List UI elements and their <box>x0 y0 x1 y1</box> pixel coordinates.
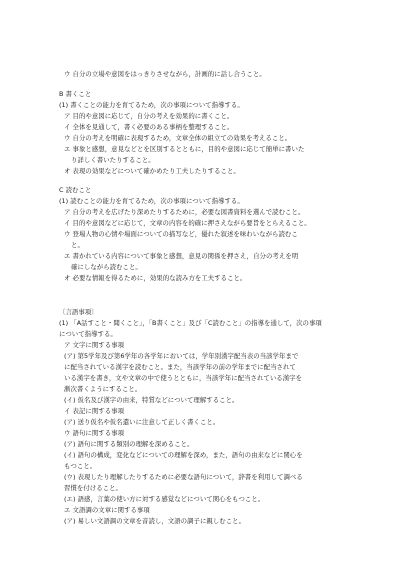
text-line: イ 表記に関する事項 <box>64 407 125 415</box>
text-line: オ 必要な情報を得るために，効果的な読み方を工夫すること。 <box>64 274 247 282</box>
text-line: (エ) 語感，言葉の使い方に対する感覚などについて関心をもつこと。 <box>64 495 265 503</box>
text-line: ア 文字に関する事項 <box>64 341 125 349</box>
text-line: いる漢字を書き，文や文章の中で使うとともに，当該学年に配当されている漢字を <box>64 374 303 382</box>
text-line: イ 全体を見通して，書く必要のある事柄を整理すること。 <box>64 123 234 131</box>
text-line: エ 事象と感想，意見などとを区別するとともに，目的や意図に応じて簡単に書いた <box>64 145 305 153</box>
text-line: エ 文語調の文章に関する事項 <box>64 506 150 514</box>
text-line: ア 目的や意図に応じて，自分の考えを効果的に書くこと。 <box>64 112 234 120</box>
text-line: (イ) 語句の構成，変化などについての理解を深め，また，語句の由来などに関心を <box>64 451 303 459</box>
text-line: (1) 「A話すこと・聞くこと」，「B書くこと」及び「C読むこと」の指導を通して，次の事項 <box>59 319 322 327</box>
text-line: エ 書かれている内容について事象と感想，意見の関係を押さえ，自分の考えを明 <box>64 252 299 260</box>
text-line: ウ 自分の考えを明確に表現するため，文章全体の組立ての効果を考えること。 <box>64 134 292 142</box>
text-line: (ア) 送り仮名や仮名遣いに注意して正しく書くこと。 <box>64 418 220 426</box>
text-line: り詳しく書いたりすること。 <box>71 156 155 164</box>
section-heading: B 書くこと <box>59 90 92 98</box>
text-line: イ 目的や意図などに応じて，文章の内容を的確に押さえながら要旨をとらえること。 <box>64 219 311 227</box>
text-line: について指導する。 <box>59 330 117 338</box>
text-line: オ 表現の効果などについて確かめたり工夫したりすること。 <box>64 167 240 175</box>
text-line: に配当されている漢字を読むこと。また，当該学年の前の学年までに配当されて <box>64 363 296 371</box>
text-line: (ア) 易しい文語調の文章を音読し，文語の調子に親しむこと。 <box>64 517 246 525</box>
text-line: もつこと。 <box>64 462 97 470</box>
text-line: ア 自分の考えを広げたり深めたりするために，必要な図書資料を選んで読むこと。 <box>64 208 305 216</box>
text-line: (ア) 語句に関する類別の理解を深めること。 <box>64 440 194 448</box>
section-heading: C 読むこと <box>59 186 92 194</box>
text-line: (1) 書くことの能力を育てるため，次の事項について指導する。 <box>59 101 244 109</box>
text-line: ウ 登場人物の心情や場面についての描写など，優れた叙述を味わいながら読むこ <box>64 230 298 238</box>
text-line: (イ) 仮名及び漢字の由来，特質などについて理解すること。 <box>64 396 239 404</box>
text-line: 確にしながら読むこと。 <box>71 263 142 271</box>
text-line: 習慣を付けること。 <box>64 484 122 492</box>
text-line: (1) 読むことの能力を育てるため，次の事項について指導する。 <box>59 197 244 205</box>
section-heading: 〔言語事項〕 <box>59 308 98 316</box>
text-line: と。 <box>71 241 84 249</box>
text-line: (ア) 第5学年及び第6学年の各学年においては，学年別漢字配当表の当該学年まで <box>64 352 299 360</box>
text-line: ウ 自分の立場や意図をはっきりさせながら，計画的に話し合うこと。 <box>64 70 266 78</box>
text-line: (ウ) 表現したり理解したりするために必要な語句について，辞書を利用して調べる <box>64 473 303 481</box>
text-line: 漸次書くようにすること。 <box>64 385 142 393</box>
text-line: ウ 語句に関する事項 <box>64 429 125 437</box>
